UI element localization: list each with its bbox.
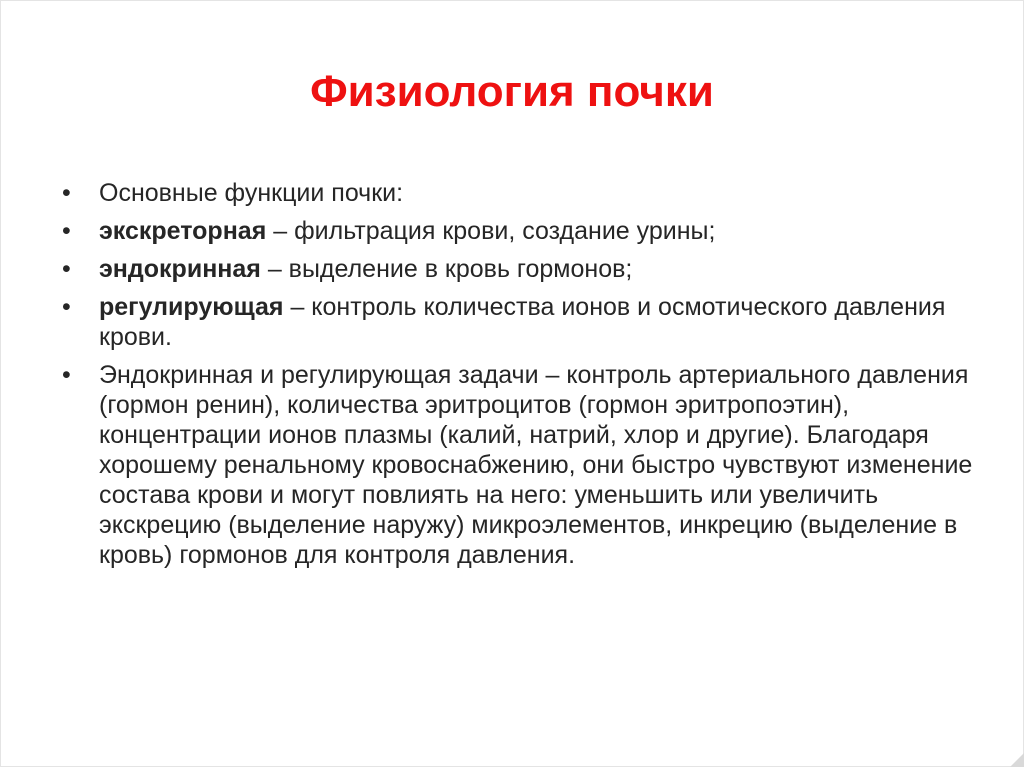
- bullet-item-intro: [62, 178, 982, 208]
- bullet-description: – выделение в кровь гормонов;: [260, 255, 633, 283]
- bullet-icon: •: [62, 217, 71, 245]
- page-corner-decoration: [1010, 753, 1024, 767]
- bullet-icon: •: [62, 293, 71, 321]
- bullet-item-endocrine: [62, 254, 982, 284]
- bullet-item-excretory: [62, 216, 982, 246]
- bullet-text: Основные функции почки:: [99, 179, 404, 207]
- bullet-term: экскреторная: [99, 217, 267, 245]
- bullet-description: – контроль количества ионов и осмотического давления крови.: [99, 293, 946, 351]
- bullet-list: [62, 178, 982, 578]
- bullet-description: – фильтрация крови, создание урины;: [266, 217, 716, 245]
- bullet-item-details: [62, 360, 982, 570]
- bullet-icon: •: [62, 361, 71, 389]
- slide-title: Физиология почки: [310, 67, 714, 116]
- bullet-term: регулирующая: [99, 293, 284, 321]
- bullet-item-regulatory: [62, 292, 982, 352]
- bullet-term: эндокринная: [99, 255, 261, 283]
- bullet-icon: •: [62, 255, 71, 283]
- bullet-text: Эндокринная и регулирующая задачи – контроль артериального давления (гормон ренин), количества эритроцитов (гормон эритропоэтин), концентрации ионов плазмы (калий, натрий, хлор и другие). Благодаря хорошему ренальному кровоснабжению, они быстро чувствуют изменение состава крови и могут повлиять на него: уменьшить или увеличить экскрецию (выделение наружу) микроэлементов, инкрецию (выделение в кровь) гормонов для контроля давления.: [99, 361, 973, 569]
- bullet-icon: •: [62, 179, 71, 207]
